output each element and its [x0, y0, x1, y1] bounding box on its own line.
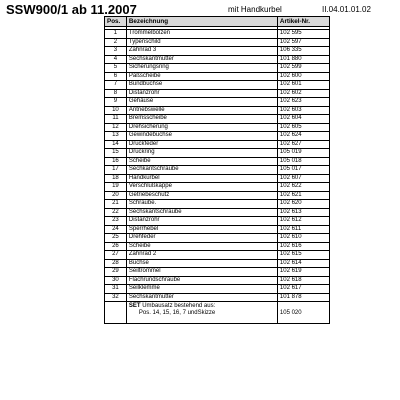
cell-name: Distanzrohr: [126, 89, 277, 98]
table-row: [105, 276, 330, 285]
cell-article: 102 599: [277, 64, 329, 73]
table-row: [105, 251, 330, 260]
cell-pos: 8: [105, 89, 127, 98]
set-description-cell: [126, 302, 277, 324]
cell-article: 102 627: [277, 140, 329, 149]
cell-pos: 20: [105, 191, 127, 200]
table-row: [105, 268, 330, 277]
cell-name: Bundbuchse: [126, 81, 277, 90]
cell-article: 102 619: [277, 268, 329, 277]
cell-pos: 1: [105, 30, 127, 39]
cell-pos: 9: [105, 98, 127, 107]
set-pos-cell: [105, 302, 127, 324]
table-row: [105, 191, 330, 200]
set-line-2: Pos. 14, 15, 16, 7 undSkizze: [138, 309, 216, 316]
cell-pos: 2: [105, 38, 127, 47]
cell-name: Seiltrommel: [126, 268, 277, 277]
cell-name: Sperrhebel: [126, 225, 277, 234]
cell-pos: 5: [105, 64, 127, 73]
cell-article: 102 616: [277, 242, 329, 251]
cell-name: Gewindebuchse: [126, 132, 277, 141]
table-row: [105, 208, 330, 217]
cell-pos: 25: [105, 234, 127, 243]
cell-name: Sicherungsring: [126, 64, 277, 73]
table-row: [105, 47, 330, 56]
set-row: [105, 302, 330, 324]
cell-article: 102 607: [277, 174, 329, 183]
cell-article: 102 615: [277, 251, 329, 260]
cell-article: 102 623: [277, 98, 329, 107]
cell-article: 101 878: [277, 293, 329, 302]
cell-name: Druckfeder: [126, 140, 277, 149]
cell-article: 102 597: [277, 38, 329, 47]
cell-article: 102 617: [277, 285, 329, 294]
cell-article: 102 603: [277, 106, 329, 115]
cell-pos: 26: [105, 242, 127, 251]
cell-article: 102 595: [277, 30, 329, 39]
column-header-name: Bezeichnung: [126, 17, 277, 27]
cell-article: 102 600: [277, 72, 329, 81]
table-row: [105, 89, 330, 98]
cell-article: 102 621: [277, 191, 329, 200]
cell-name: Scheibe: [126, 242, 277, 251]
cell-article: 106 335: [277, 47, 329, 56]
set-article-cell: 105 020: [277, 302, 329, 324]
cell-pos: 12: [105, 123, 127, 132]
cell-pos: 6: [105, 72, 127, 81]
cell-name: Sechskantmutter: [126, 293, 277, 302]
table-row: [105, 140, 330, 149]
cell-pos: 24: [105, 225, 127, 234]
variant-label: mit Handkurbel: [228, 5, 282, 14]
table-row: [105, 132, 330, 141]
table-row: [105, 242, 330, 251]
cell-name: Typenschild: [126, 38, 277, 47]
cell-name: Handkurbel: [126, 174, 277, 183]
table-row: [105, 217, 330, 226]
table-row: [105, 64, 330, 73]
cell-article: 102 611: [277, 225, 329, 234]
table-row: [105, 225, 330, 234]
table-header-row: [105, 17, 330, 27]
table-row: [105, 183, 330, 192]
table-row: [105, 166, 330, 175]
cell-name: Sechskantmutter: [126, 55, 277, 64]
cell-name: Druckring: [126, 149, 277, 158]
cell-pos: 27: [105, 251, 127, 260]
cell-pos: 14: [105, 140, 127, 149]
table-row: [105, 259, 330, 268]
cell-pos: 18: [105, 174, 127, 183]
cell-article: 102 622: [277, 183, 329, 192]
cell-article: 102 618: [277, 276, 329, 285]
cell-pos: 32: [105, 293, 127, 302]
table-row: [105, 149, 330, 158]
cell-pos: 28: [105, 259, 127, 268]
cell-article: 102 610: [277, 234, 329, 243]
table-row: [105, 115, 330, 124]
table-row: [105, 30, 330, 39]
cell-pos: 23: [105, 217, 127, 226]
page-title: SSW900/1 ab 11.2007: [6, 2, 137, 17]
cell-pos: 13: [105, 132, 127, 141]
cell-name: Seilklemme: [126, 285, 277, 294]
cell-name: Paßscheibe: [126, 72, 277, 81]
cell-name: Distanzrohr: [126, 217, 277, 226]
cell-article: 102 613: [277, 208, 329, 217]
table-row: [105, 200, 330, 209]
cell-name: Verschlußkappe: [126, 183, 277, 192]
cell-pos: 7: [105, 81, 127, 90]
cell-pos: 3: [105, 47, 127, 56]
cell-pos: 19: [105, 183, 127, 192]
cell-name: Bremsscheibe: [126, 115, 277, 124]
cell-pos: 4: [105, 55, 127, 64]
cell-pos: 29: [105, 268, 127, 277]
cell-name: Getriebeschutz: [126, 191, 277, 200]
cell-pos: 10: [105, 106, 127, 115]
cell-pos: 17: [105, 166, 127, 175]
cell-name: Trommelbolzen: [126, 30, 277, 39]
cell-name: Buchse: [126, 259, 277, 268]
cell-pos: 16: [105, 157, 127, 166]
cell-name: Drehfeder: [126, 234, 277, 243]
cell-name: Flachrundschraube: [126, 276, 277, 285]
column-header-article: Artikel-Nr.: [277, 17, 329, 27]
cell-article: 105 018: [277, 157, 329, 166]
cell-name: Zahnrad 2: [126, 251, 277, 260]
cell-pos: 21: [105, 200, 127, 209]
cell-name: Gehäuse: [126, 98, 277, 107]
table-row: [105, 157, 330, 166]
table-row: [105, 234, 330, 243]
cell-name: Schraube.: [126, 200, 277, 209]
cell-name: Sechskantschraube: [126, 208, 277, 217]
cell-article: 102 612: [277, 217, 329, 226]
table-row: [105, 72, 330, 81]
cell-pos: 15: [105, 149, 127, 158]
cell-pos: 30: [105, 276, 127, 285]
table-row: [105, 55, 330, 64]
document-code: II.04.01.01.02: [322, 5, 371, 14]
table-row: [105, 38, 330, 47]
cell-article: 102 620: [277, 200, 329, 209]
cell-article: 102 601: [277, 81, 329, 90]
set-description: Umbausatz bestehend aus:: [142, 303, 216, 309]
table-row: [105, 123, 330, 132]
cell-article: 102 614: [277, 259, 329, 268]
cell-name: Scheibe: [126, 157, 277, 166]
table-row: [105, 285, 330, 294]
cell-pos: 22: [105, 208, 127, 217]
cell-name: Sechkantschraube: [126, 166, 277, 175]
cell-article: 101 880: [277, 55, 329, 64]
table-body: [105, 27, 330, 302]
table-row: [105, 293, 330, 302]
cell-article: 105 019: [277, 149, 329, 158]
parts-table: [104, 16, 330, 324]
set-label: SET: [128, 303, 141, 309]
table-row: [105, 106, 330, 115]
cell-name: Zahnrad 3: [126, 47, 277, 56]
cell-name: Drehsicherung: [126, 123, 277, 132]
table-row: [105, 98, 330, 107]
cell-pos: 11: [105, 115, 127, 124]
cell-pos: 31: [105, 285, 127, 294]
cell-article: 102 605: [277, 123, 329, 132]
table-row: [105, 174, 330, 183]
cell-name: Antriebswelle: [126, 106, 277, 115]
cell-article: 102 602: [277, 89, 329, 98]
cell-article: 105 017: [277, 166, 329, 175]
cell-article: 102 624: [277, 132, 329, 141]
cell-article: 102 604: [277, 115, 329, 124]
table-row: [105, 81, 330, 90]
column-header-pos: Pos.: [105, 17, 127, 27]
